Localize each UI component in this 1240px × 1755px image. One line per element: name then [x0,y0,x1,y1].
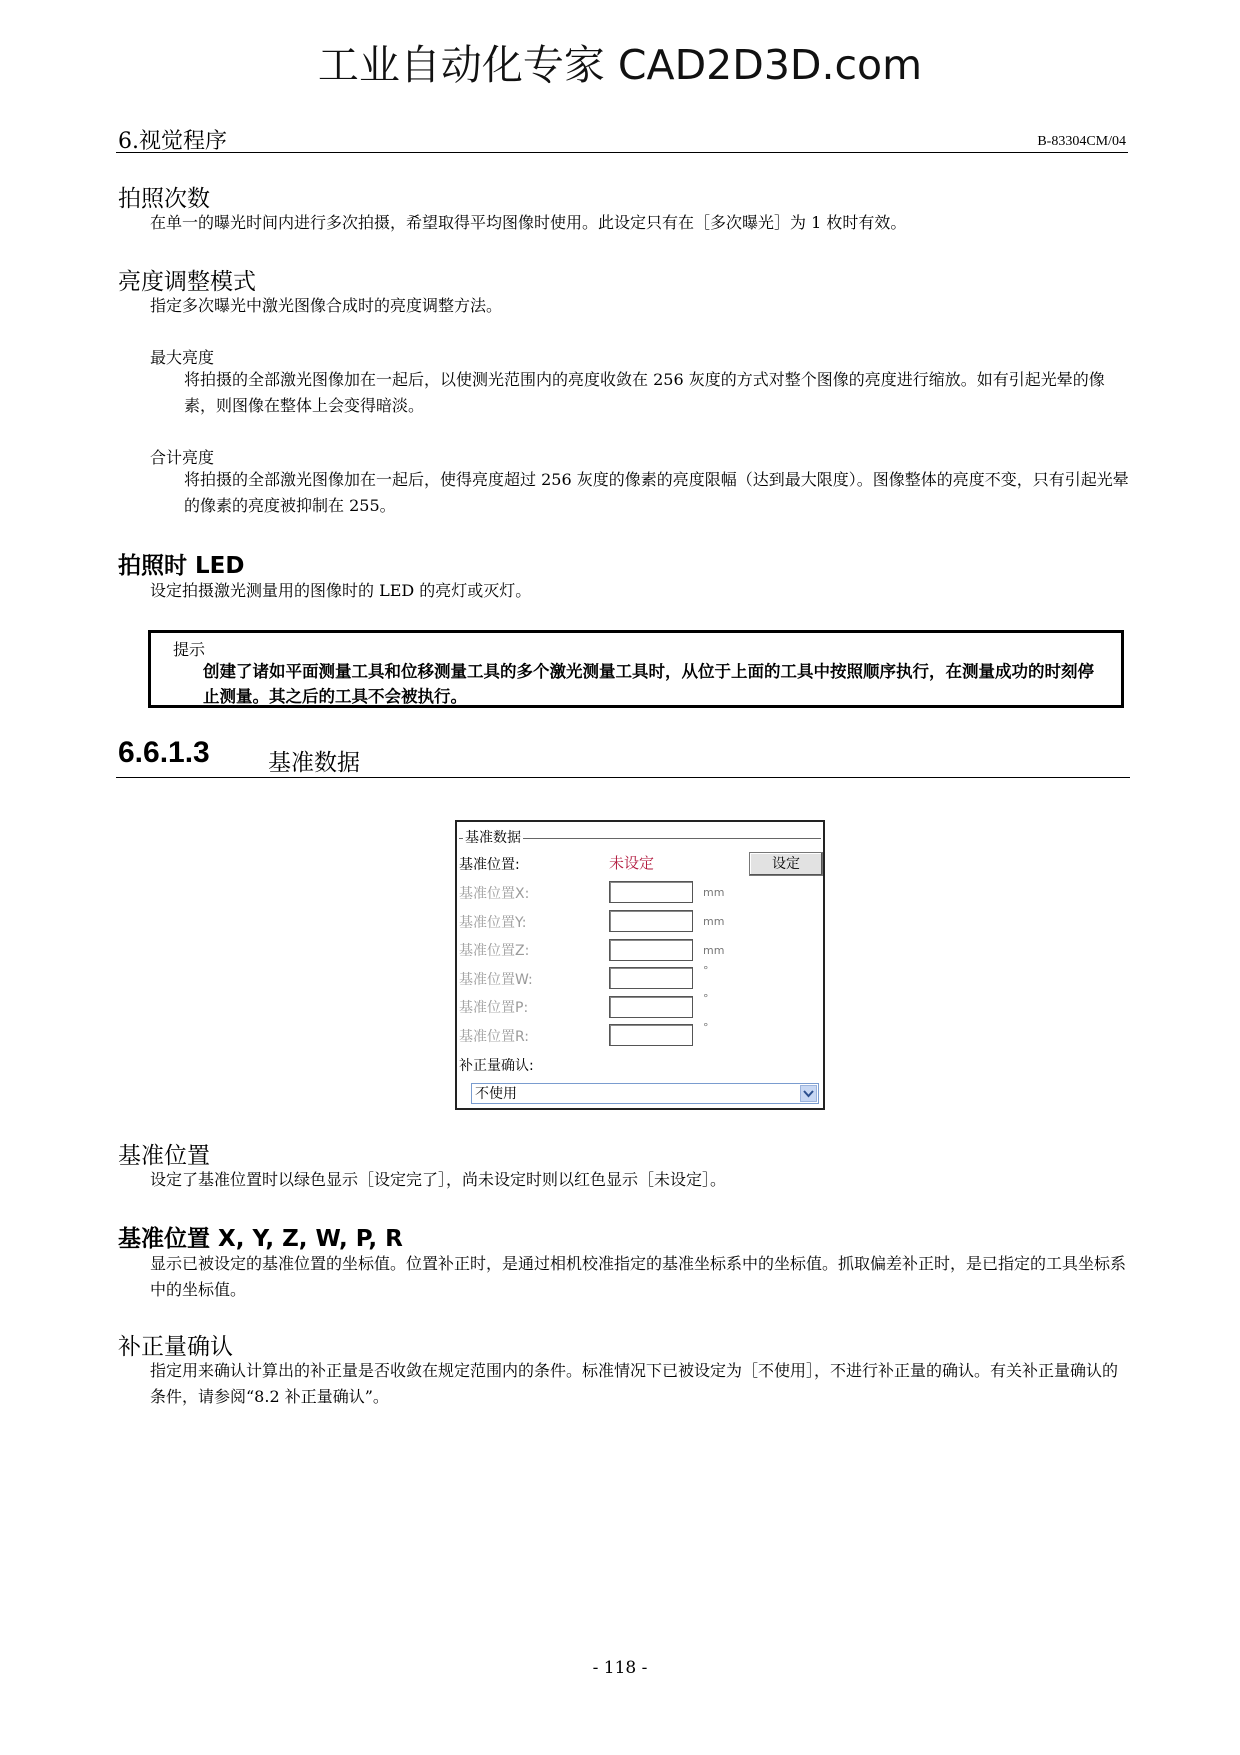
ref-pos-status: 未设定 [609,854,655,872]
ref-pos-label: 基准位置: [459,857,520,873]
heading-max-brightness: 最大亮度 [150,348,215,367]
para-ref-xyz: 显示已被设定的基准位置的坐标值。位置补正时，是通过相机校准指定的基准坐标系中的坐标值。抓取偏差补正时，是已指定的工具坐标系中的坐标值。 [150,1254,1127,1299]
ref-r-unit: ° [703,1021,709,1034]
ref-x-input[interactable] [609,881,693,903]
hint-body: 创建了诸如平面测量工具和位移测量工具的多个激光测量工具时，从位于上面的工具中按照顺序执行，在测量成功的时刻停止测量。其之后的工具不会被执行。 [203,662,1094,706]
panel-legend: 基准数据 [463,827,523,847]
comp-check-select[interactable] [471,1083,819,1104]
comp-check-label: 补正量确认: [459,1058,534,1074]
hint-label: 提示 [173,640,206,659]
heading-led: 拍照时 LED [118,553,245,579]
para-led: 设定拍摄激光测量用的图像时的 LED 的亮灯或灭灯。 [150,581,532,600]
page-number: - 118 - [592,1658,648,1678]
section-number: 6.6.1.3 [118,736,210,769]
ref-z-label: 基准位置Z: [459,943,530,959]
ref-z-input[interactable] [609,939,693,961]
para-sum-brightness: 将拍摄的全部激光图像加在一起后，使得亮度超过 256 灰度的像素的亮度限幅（达到最大限度）。图像整体的亮度不变，只有引起光晕的像素的亮度被抑制在 255。 [184,470,1129,515]
reference-data-panel [455,820,825,1110]
ref-r-input[interactable] [609,1024,693,1046]
ref-x-unit: mm [703,886,725,899]
ref-p-label: 基准位置P: [459,1000,529,1016]
ref-w-input[interactable] [609,967,693,989]
heading-brightness-mode: 亮度调整模式 [118,269,256,295]
heading-ref-pos: 基准位置 [118,1143,210,1169]
ref-w-label: 基准位置W: [459,972,533,988]
ref-y-unit: mm [703,915,725,928]
ref-x-label: 基准位置X: [459,886,530,902]
section-title: 基准数据 [268,750,360,776]
ref-r-label: 基准位置R: [459,1029,530,1045]
chapter-title: 6.视觉程序 [118,129,227,154]
ref-y-label: 基准位置Y: [459,915,527,931]
watermark: 工业自动化专家 CAD2D3D.com [317,41,923,89]
heading-sum-brightness: 合计亮度 [150,448,215,467]
comp-check-value: 不使用 [475,1086,517,1102]
section-divider [116,777,1130,778]
para-ref-pos: 设定了基准位置时以绿色显示［设定完了］，尚未设定时则以红色显示［未设定］。 [150,1170,727,1189]
ref-y-input[interactable] [609,910,693,932]
set-button[interactable]: 设定 [749,852,823,876]
heading-shoot-count: 拍照次数 [118,186,210,212]
para-shoot-count: 在单一的曝光时间内进行多次拍摄，希望取得平均图像时使用。此设定只有在［多次曝光］为 1 枚时有效。 [150,213,907,232]
para-comp-check: 指定用来确认计算出的补正量是否收敛在规定范围内的条件。标准情况下已被设定为［不使用］，不进行补正量的确认。有关补正量确认的条件，请参阅“8.2 补正量确认”。 [150,1361,1119,1406]
ref-w-unit: ° [703,964,709,977]
para-brightness-mode: 指定多次曝光中激光图像合成时的亮度调整方法。 [150,296,503,315]
heading-comp-check: 补正量确认 [118,1334,233,1360]
para-max-brightness: 将拍摄的全部激光图像加在一起后，以使测光范围内的亮度收敛在 256 灰度的方式对整个图像的亮度进行缩放。如有引起光晕的像素，则图像在整体上会变得暗淡。 [184,370,1105,415]
heading-ref-xyz: 基准位置 X, Y, Z, W, P, R [118,1226,403,1252]
header-divider [116,152,1128,153]
ref-p-input[interactable] [609,996,693,1018]
ref-p-unit: ° [703,992,709,1005]
ref-z-unit: mm [703,944,725,957]
hint-box [148,630,1124,708]
chevron-down-icon[interactable] [800,1085,817,1102]
doc-id: B-83304CM/04 [1037,134,1126,149]
